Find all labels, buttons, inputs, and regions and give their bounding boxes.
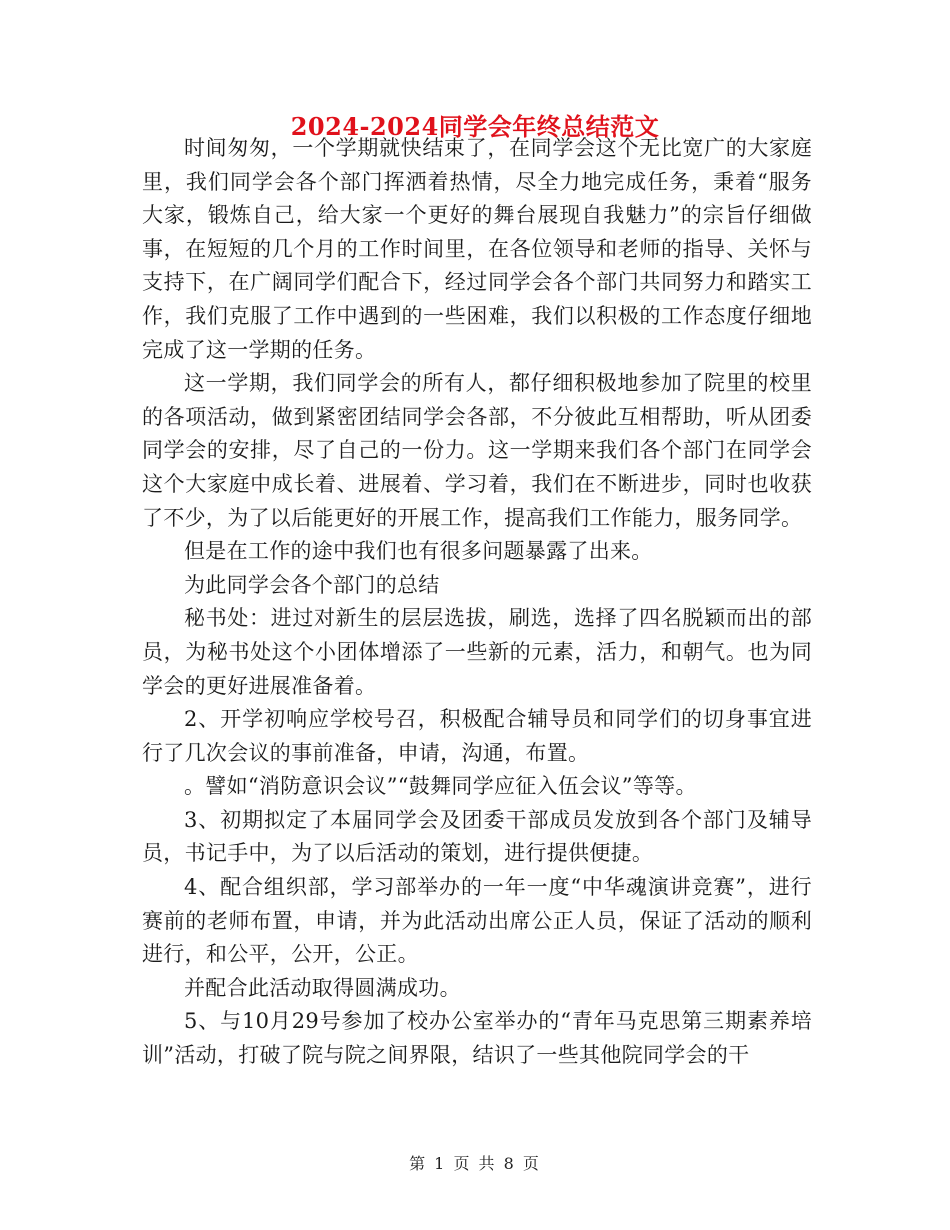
paragraph: 并配合此活动取得圆满成功。 xyxy=(184,975,461,1000)
paragraph: 但是在工作的途中我们也有很多问题暴露了出来。 xyxy=(184,539,653,564)
paragraph: 4、配合组织部，学习部举办的一年一度“中华魂演讲竞赛”，进行赛前的老师布置，申请，并为此活动出席公正人员，保证了活动的顺利进行，和公平，公开，公正。 xyxy=(142,875,812,967)
paragraph: 3、初期拟定了本届同学会及团委干部成员发放到各个部门及辅导员，书记手中，为了以后活动的策划，进行提供便捷。 xyxy=(142,807,812,866)
paragraph: 秘书处：进过对新生的层层选拔，刷选，选择了四名脱颖而出的部员，为秘书处这个小团体增添了一些新的元素，活力，和朝气。也为同学会的更好进展准备着。 xyxy=(142,606,812,698)
page-number-footer: 第 1 页 共 8 页 xyxy=(409,1154,541,1173)
paragraph: 这一学期，我们同学会的所有人，都仔细积极地参加了院里的校里的各项活动，做到紧密团结同学会各部，不分彼此互相帮助，听从团委同学会的安排，尽了自己的一份力。这一学期来我们各个部门在同学会这个大家庭中成长着、进展着、学习着，我们在不断进步，同时也收获了不少，为了以后能更好的开展工作，提高我们工作能力，服务同学。 xyxy=(142,371,812,530)
paragraph: 。譬如“消防意识会议”“鼓舞同学应征入伍会议”等等。 xyxy=(184,774,697,799)
document-title: 2024-2024同学会年终总结范文 xyxy=(290,112,660,141)
paragraph: 为此同学会各个部门的总结 xyxy=(184,572,440,597)
document-body xyxy=(142,132,812,1073)
paragraph: 时间匆匆，一个学期就快结束了，在同学会这个无比宽广的大家庭里，我们同学会各个部门挥洒着热情，尽全力地完成任务，秉着“服务大家，锻炼自己，给大家一个更好的舞台展现自我魅力”的宗旨仔细做事，在短短的几个月的工作时间里，在各位领导和老师的指导、关怀与支持下，在广阔同学们配合下，经过同学会各个部门共同努力和踏实工作，我们克服了工作中遇到的一些困难，我们以积极的工作态度仔细地完成了这一学期的任务。 xyxy=(142,136,812,362)
paragraph: 5、与10月29号参加了校办公室举办的“青年马克思第三期素养培训”活动，打破了院与院之间界限，结识了一些其他院同学会的干 xyxy=(142,1009,812,1068)
paragraph: 2、开学初响应学校号召，积极配合辅导员和同学们的切身事宜进行了几次会议的事前准备，申请，沟通，布置。 xyxy=(142,707,812,765)
